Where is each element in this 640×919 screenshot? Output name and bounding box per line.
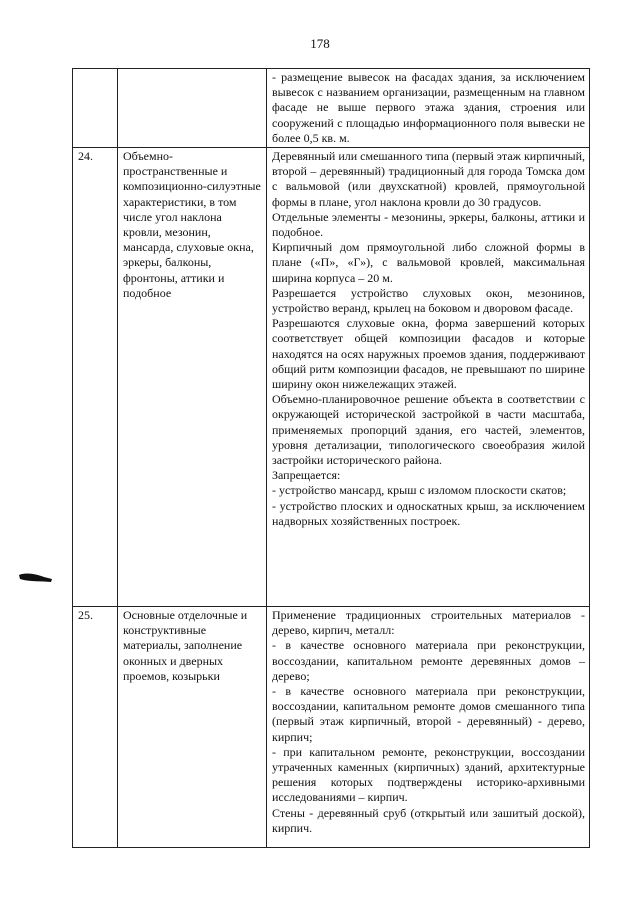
row-number: 25. <box>73 607 118 848</box>
requirement-paragraph: - устройство плоских и односкатных крыш, за исключением надворных хозяйственных построек. <box>272 498 585 528</box>
row-requirements <box>267 607 590 848</box>
requirement-paragraph: - устройство мансард, крыш с изломом плоскости скатов; <box>272 483 567 498</box>
row-requirements <box>267 69 590 148</box>
requirement-paragraph: - при капитальном ремонте, реконструкции, воссоздании утраченных каменных (кирпичных) зданий, архитектурные решения которых подтверждены историко-архивными исследованиями – кирпич. <box>272 744 585 805</box>
row-number: 24. <box>73 148 118 607</box>
requirement-paragraph: Разрешается устройство слуховых окон, мезонинов, устройство веранд, крылец на боковом и дворовом фасаде. <box>272 285 585 316</box>
scan-mark-arrow <box>18 570 54 586</box>
requirements-table <box>72 68 590 848</box>
row-requirements <box>267 148 590 607</box>
page-number: 178 <box>310 36 330 51</box>
requirement-paragraph: - в качестве основного материала при реконструкции, воссоздании, капитальном ремонте домов смешанного типа (первый этаж кирпичный, второй - деревянный) - дерево, кирпич; <box>272 684 585 744</box>
requirement-paragraph: Объемно-планировочное решение объекта в соответствии с окружающей исторической застройкой в части масштаба, применяемых пропорций здания, его частей, элементов, уровня детализации, типологического своеобразия жилой застройки исторического района. <box>272 392 585 468</box>
requirement-paragraph: Стены - деревянный сруб (открытый или зашитый доской), кирпич. <box>272 805 585 835</box>
requirement-paragraph: Разрешаются слуховые окна, форма завершений которых соответствует общей композиции фасадов и которые находятся на осях наружных проемов здания, поддерживают общий ритм композиции фасадов, не превышают по ширине ширину окон нижележащих этажей. <box>272 316 585 392</box>
row-characteristic <box>118 69 267 148</box>
row-characteristic: Объемно-пространственные и композиционно-силуэтные характеристики, в том числе угол наклона кровли, мезонин, мансарда, слуховые окна, эркеры, балконы, фронтоны, аттики и подобное <box>118 148 267 607</box>
requirement-paragraph: - размещение вывесок на фасадах здания, за исключением вывесок с названием организации, размещенным на главном фасаде не выше первого этажа здания, строения или сооружений с площадью информационного поля вывески не более 0,5 кв. м. <box>272 70 585 145</box>
table-row <box>73 69 590 148</box>
table-row <box>73 148 590 607</box>
requirement-paragraph: Отдельные элементы - мезонины, эркеры, балконы, аттики и подобное. <box>272 209 585 240</box>
table-row <box>73 607 590 848</box>
requirement-paragraph: Кирпичный дом прямоугольной либо сложной формы в плане («П», «Г»), с вальмовой кровлей, максимальная ширина корпуса – 20 м. <box>272 240 585 285</box>
requirement-paragraph: Применение традиционных строительных материалов - дерево, кирпич, металл: <box>272 608 585 638</box>
requirement-paragraph: - в качестве основного материала при реконструкции, воссоздании, капитальном ремонте деревянных домов – дерево; <box>272 638 585 683</box>
requirement-paragraph: Запрещается: <box>272 468 341 483</box>
requirement-paragraph: Деревянный или смешанного типа (первый этаж кирпичный, второй – деревянный) традиционный для города Томска дом с вальмовой (или двухскатной) кровлей, прямоугольной формы в плане, угол наклона кровли до 30 градусов. <box>272 149 585 209</box>
row-characteristic: Основные отделочные и конструктивные материалы, заполнение оконных и дверных проемов, козырьки <box>118 607 267 848</box>
row-number <box>73 69 118 148</box>
